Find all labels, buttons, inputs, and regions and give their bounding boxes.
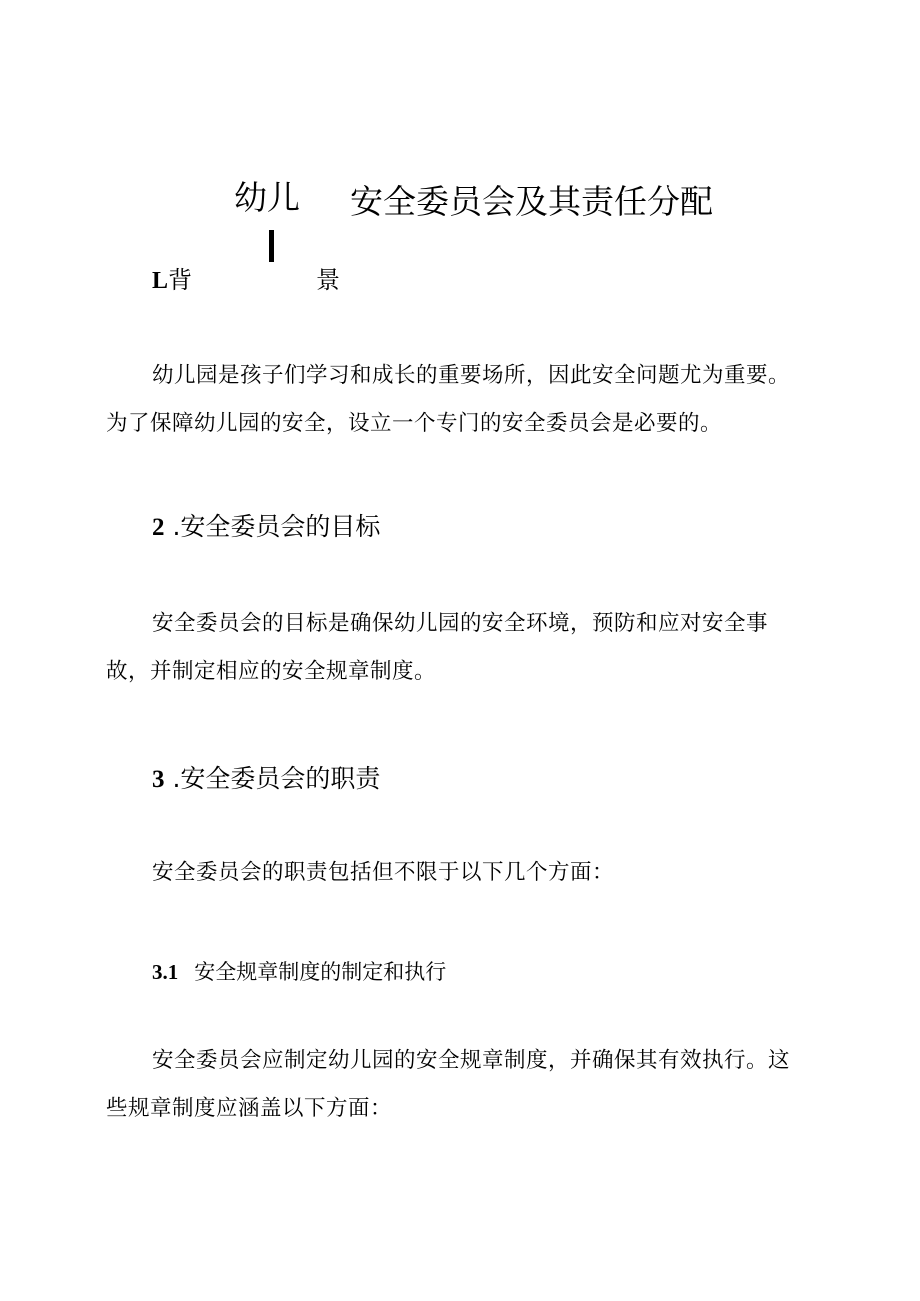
paragraph-goals: 安全委员会的目标是确保幼儿园的安全环境，预防和应对安全事故，并制定相应的安全规章制度。 (106, 611, 769, 684)
document-title-part2: 安全委员会及其责任分配 (350, 182, 713, 221)
section-3-number: 3 (152, 766, 165, 793)
section-2-label: .安全委员会的目标 (172, 512, 381, 541)
section-2-number: 2 (152, 514, 165, 541)
paragraph-background: 幼儿园是孩子们学习和成长的重要场所，因此安全问题尤为重要。为了保障幼儿园的安全，设立一个专门的安全委员会是必要的。 (106, 363, 791, 436)
section-3-heading (152, 762, 380, 797)
section-3-1-heading (152, 957, 446, 987)
title-vertical-bar (269, 230, 274, 262)
paragraph-rules: 安全委员会应制定幼儿园的安全规章制度，并确保其有效执行。这些规章制度应涵盖以下方面： (106, 1048, 791, 1121)
section-1-label-b: 景 (316, 266, 340, 294)
section-2-heading (152, 510, 380, 545)
section-3-1-number: 3.1 (152, 960, 179, 984)
section-3-label: .安全委员会的职责 (172, 764, 381, 793)
document-title-part1: 幼儿 (234, 178, 300, 217)
section-1-number: L (152, 268, 169, 294)
paragraph-duties: 安全委员会的职责包括但不限于以下几个方面： (152, 860, 615, 885)
section-3-1-label: 安全规章制度的制定和执行 (194, 960, 447, 984)
section-1-heading (152, 264, 192, 297)
section-1-label-a: 背 (168, 266, 193, 294)
